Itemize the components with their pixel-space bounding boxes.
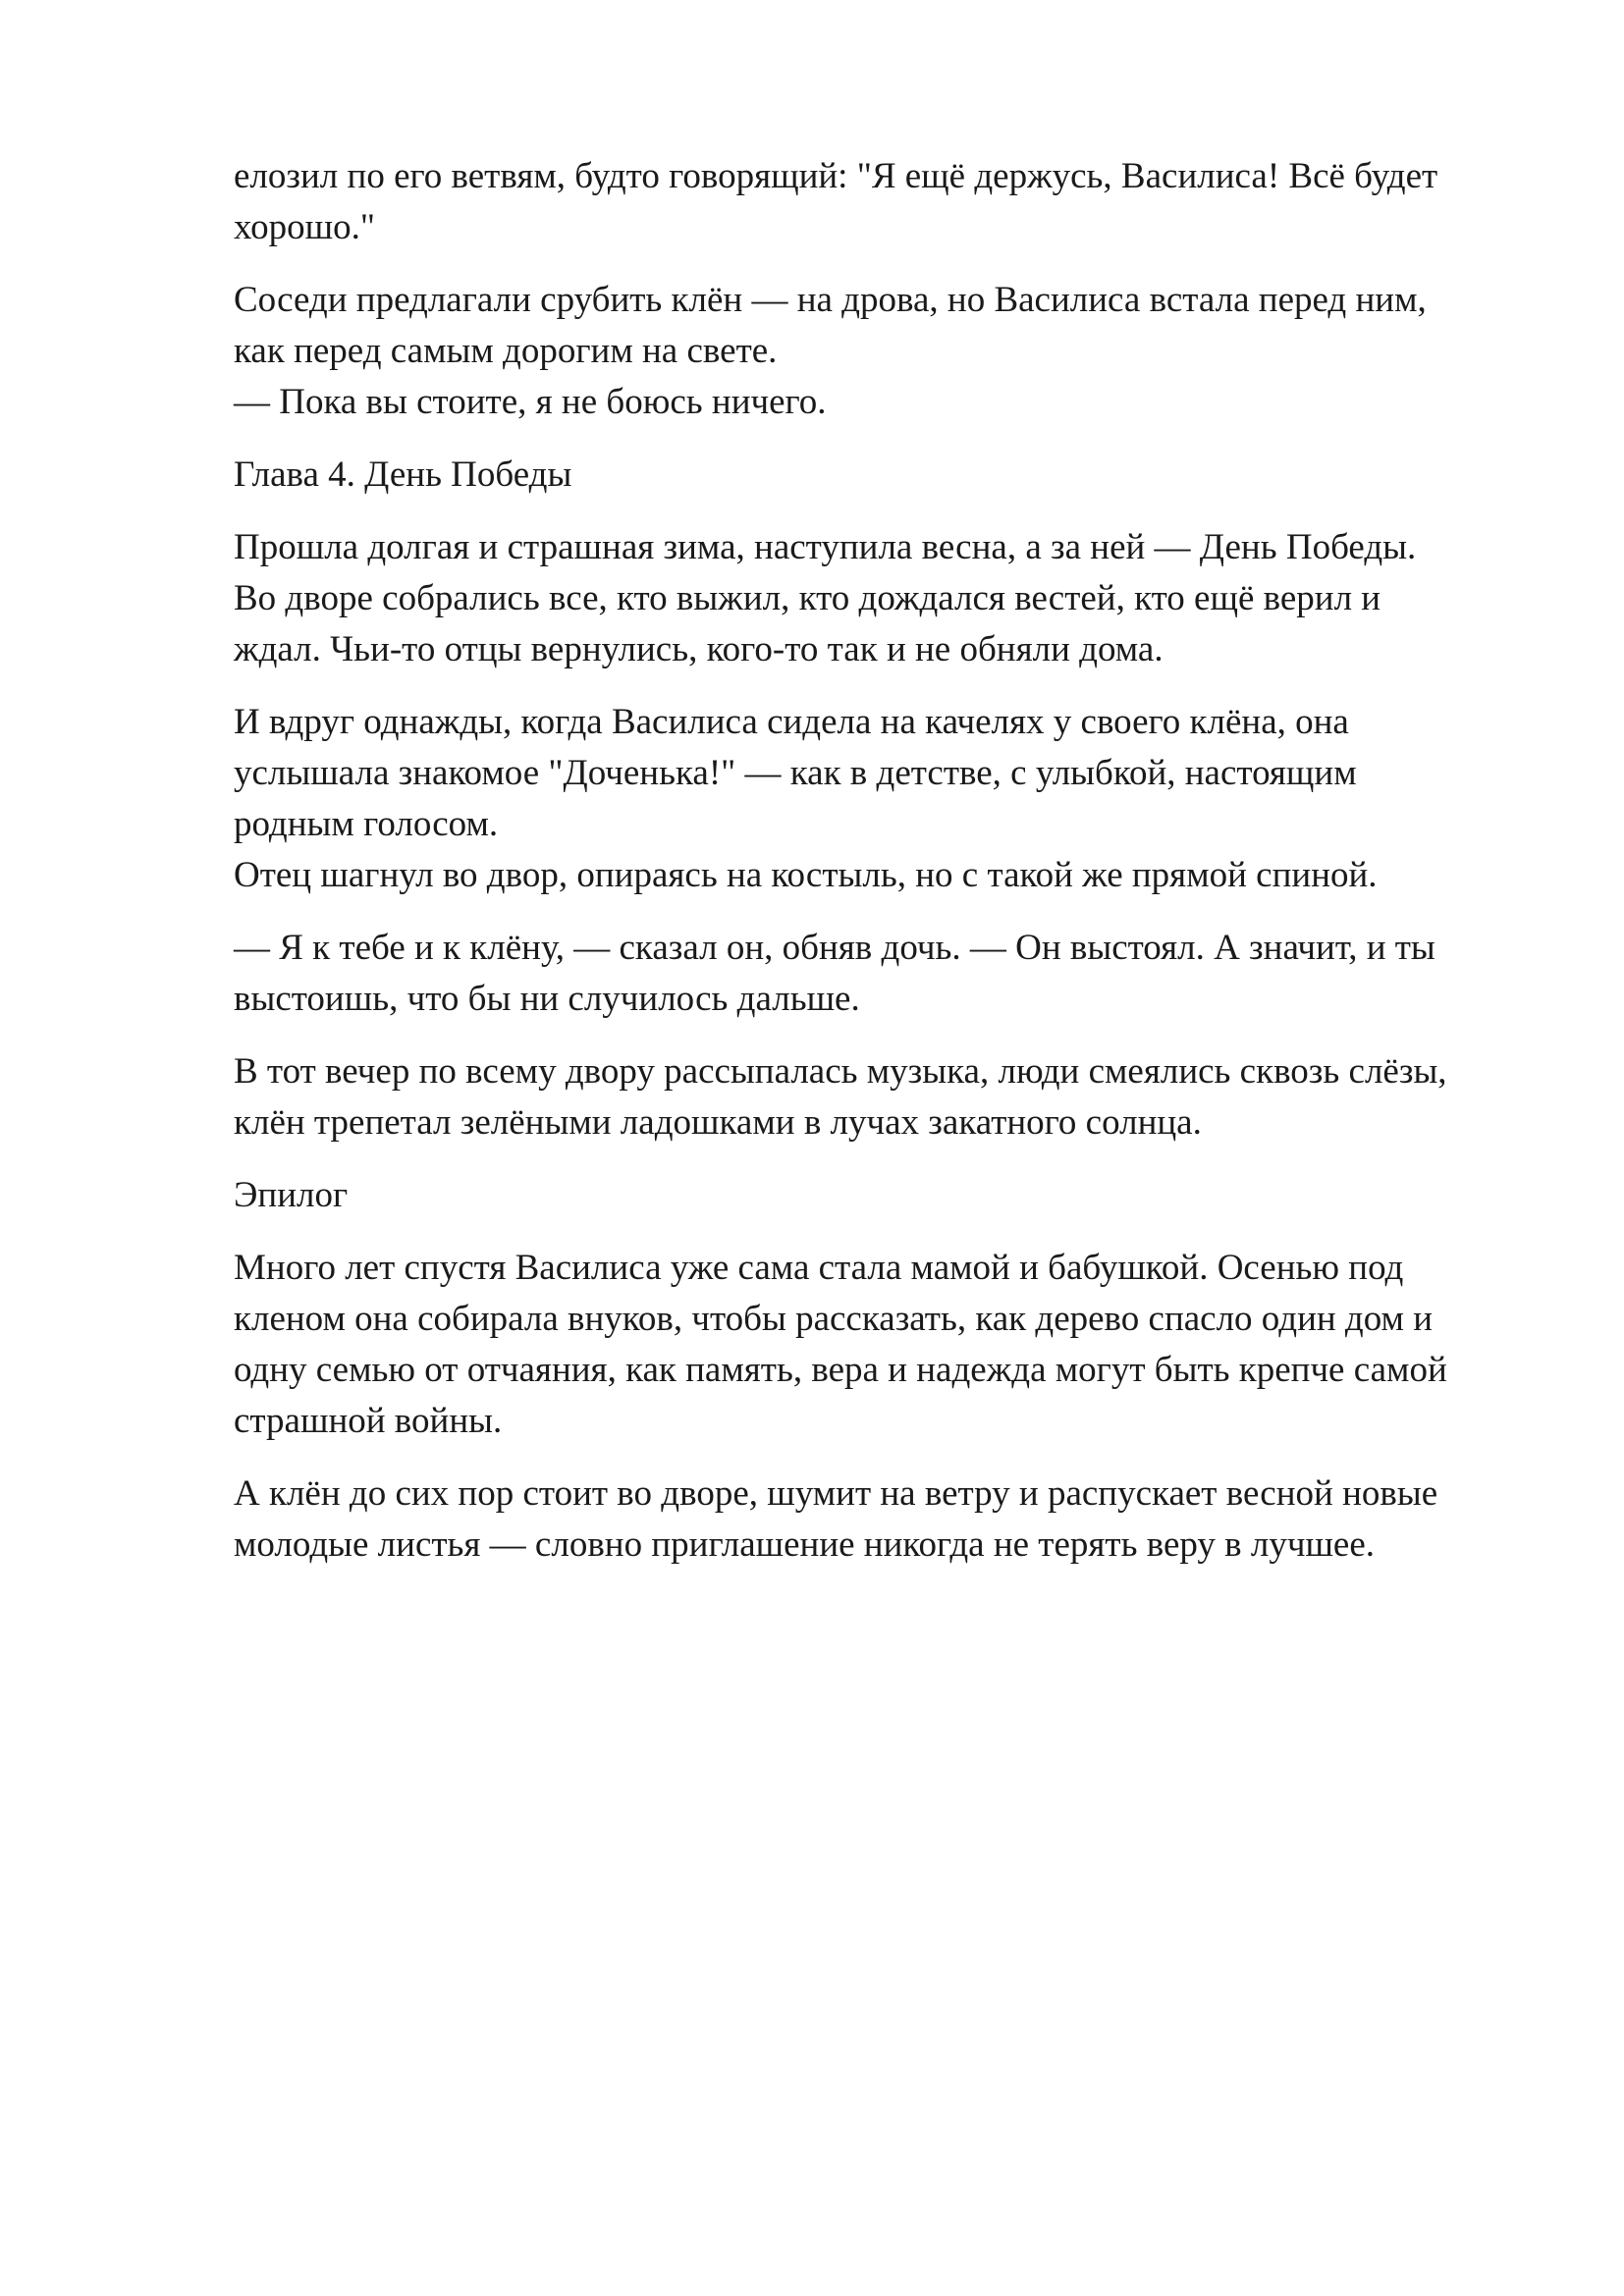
text-line: — Пока вы стоите, я не боюсь ничего. (234, 382, 827, 422)
text-line: выстоишь, что бы ни случилось дальше. (234, 979, 860, 1019)
paragraph-father-returns (234, 697, 1540, 901)
paragraph-evening (234, 1046, 1540, 1148)
text-line: хорошо." (234, 207, 375, 247)
paragraph-victory-day (234, 522, 1540, 675)
text-line: клён трепетал зелёными ладошками в лучах закатного солнца. (234, 1102, 1202, 1143)
chapter-heading (234, 450, 1540, 501)
paragraph-father-speech (234, 923, 1540, 1025)
text-line: Соседи предлагали срубить клён — на дрова, но Василиса встала перед ним, (234, 280, 1427, 320)
paragraph-years-later (234, 1243, 1540, 1447)
text-line: услышала знакомое "Доченька!" — как в детстве, с улыбкой, настоящим (234, 753, 1357, 793)
heading-text: Глава 4. День Победы (234, 454, 572, 495)
text-line: кленом она собирала внуков, чтобы рассказать, как дерево спасло один дом и (234, 1299, 1433, 1339)
text-line: И вдруг однажды, когда Василиса сидела на качелях у своего клёна, она (234, 702, 1349, 742)
heading-text: Эпилог (234, 1175, 349, 1215)
text-line: молодые листья — словно приглашение никогда не терять веру в лучшее. (234, 1524, 1376, 1565)
text-line: ждал. Чьи-то отцы вернулись, кого-то так и не обняли дома. (234, 629, 1164, 669)
text-line: — Я к тебе и к клёну, — сказал он, обняв дочь. — Он выстоял. А значит, и ты (234, 928, 1435, 968)
text-line: Прошла долгая и страшная зима, наступила весна, а за ней — День Победы. (234, 527, 1417, 567)
text-line: как перед самым дорогим на свете. (234, 331, 778, 371)
paragraph-continuation (234, 151, 1540, 253)
text-line: родным голосом. (234, 804, 499, 844)
text-line: Во дворе собрались все, кто выжил, кто дождался вестей, кто ещё верил и (234, 578, 1381, 618)
paragraph-closing (234, 1468, 1540, 1571)
text-line: елозил по его ветвям, будто говорящий: "Я ещё держусь, Василиса! Всё будет (234, 156, 1438, 196)
text-line: А клён до сих пор стоит во дворе, шумит на ветру и распускает весной новые (234, 1473, 1438, 1514)
text-line: Много лет спустя Василиса уже сама стала мамой и бабушкой. Осенью под (234, 1248, 1404, 1288)
document-body (234, 151, 1540, 1592)
text-line: одну семью от отчаяния, как память, вера и надежда могут быть крепче самой (234, 1350, 1447, 1390)
epilogue-heading (234, 1170, 1540, 1221)
paragraph-neighbors (234, 275, 1540, 428)
text-line: Отец шагнул во двор, опираясь на костыль, но с такой же прямой спиной. (234, 855, 1378, 895)
text-line: В тот вечер по всему двору рассыпалась музыка, люди смеялись сквозь слёзы, (234, 1051, 1447, 1092)
text-line: страшной войны. (234, 1401, 503, 1441)
